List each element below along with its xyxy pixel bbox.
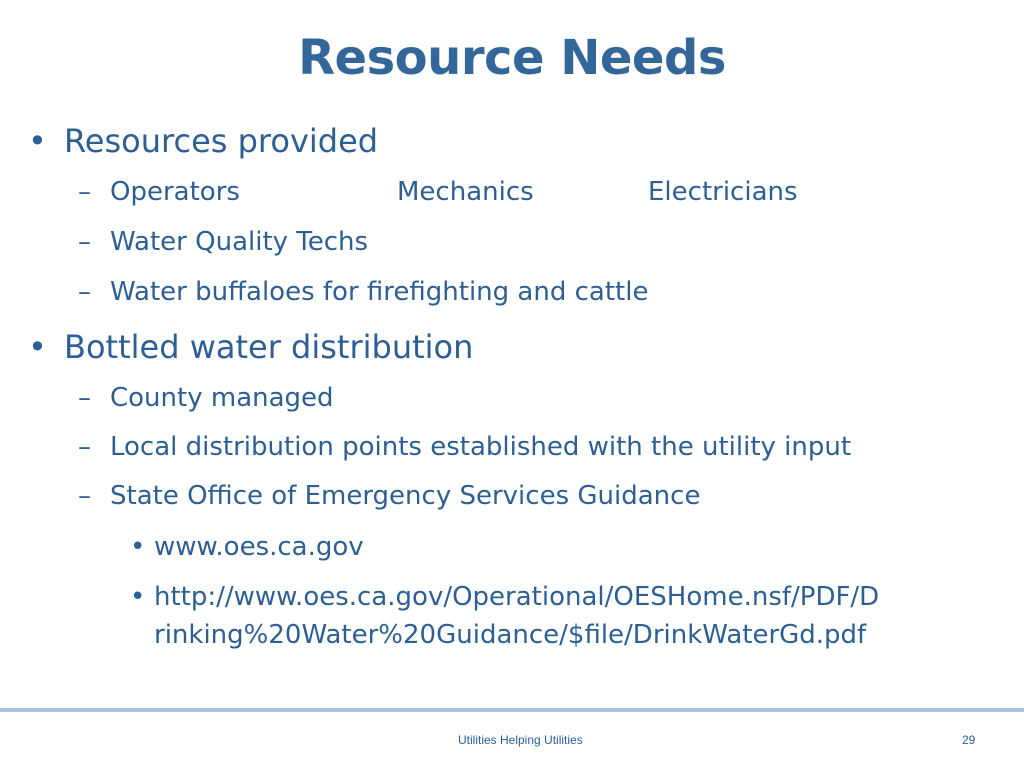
dash-marker: – xyxy=(78,227,91,257)
link-oes-website[interactable]: www.oes.ca.gov xyxy=(154,532,364,562)
role-operators: Operators xyxy=(110,177,240,207)
dash-marker: – xyxy=(78,432,91,462)
role-mechanics: Mechanics xyxy=(397,177,534,207)
link-drinking-water-guidance-line1[interactable]: http://www.oes.ca.gov/Operational/OESHome.nsf/PDF/D xyxy=(154,582,880,612)
dash-marker: – xyxy=(78,177,91,207)
footer-caption: Utilities Helping Utilities xyxy=(458,733,583,747)
dash-marker: – xyxy=(78,481,91,511)
subitem-state-oes-guidance: State Office of Emergency Services Guidance xyxy=(110,481,701,511)
roles-row xyxy=(110,177,870,211)
bullet-marker: • xyxy=(130,582,146,612)
bullet-resources-provided: Resources provided xyxy=(64,122,379,160)
dash-marker: – xyxy=(78,277,91,307)
role-electricians: Electricians xyxy=(648,177,798,207)
subitem-water-buffaloes: Water buffaloes for firefighting and cattle xyxy=(110,277,649,307)
slide-title: Resource Needs xyxy=(298,30,726,86)
bullet-marker: • xyxy=(28,328,47,366)
subitem-water-quality-techs: Water Quality Techs xyxy=(110,227,369,257)
subitem-county-managed: County managed xyxy=(110,383,334,413)
subitem-local-distribution: Local distribution points established with the utility input xyxy=(110,432,852,462)
footer-divider xyxy=(0,708,1024,712)
page-number: 29 xyxy=(962,733,976,747)
bullet-bottled-water: Bottled water distribution xyxy=(64,328,474,366)
dash-marker: – xyxy=(78,383,91,413)
bullet-marker: • xyxy=(28,122,47,160)
bullet-marker: • xyxy=(130,532,146,562)
link-drinking-water-guidance-line2[interactable]: rinking%20Water%20Guidance/$file/DrinkWaterGd.pdf xyxy=(154,620,867,650)
